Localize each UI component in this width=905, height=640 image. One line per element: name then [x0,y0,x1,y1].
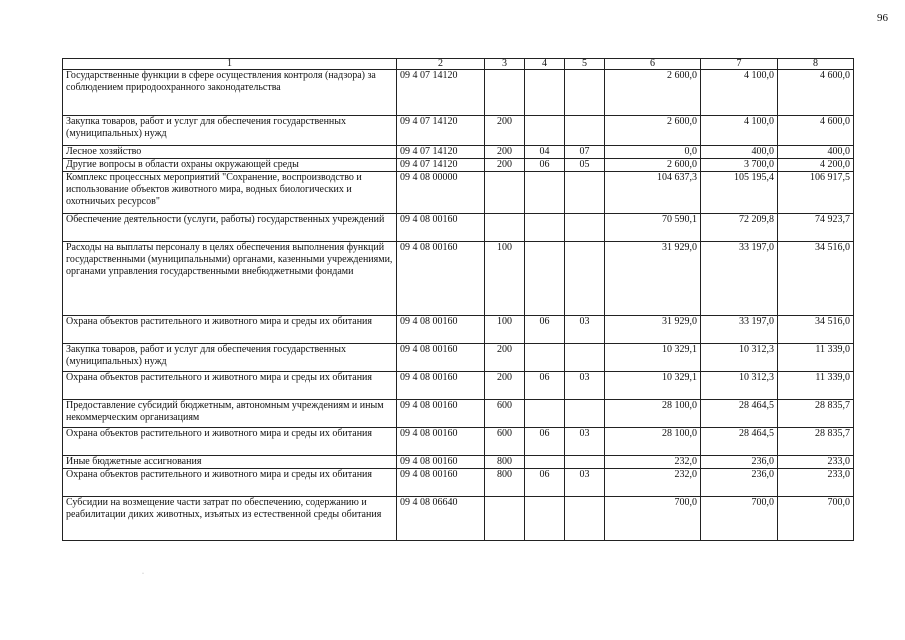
header-cell-1: 1 [63,59,397,70]
row-section: 06 [525,428,565,456]
header-cell-7: 7 [701,59,778,70]
table-row [63,497,854,541]
row-subsection [565,497,605,541]
row-section [525,456,565,469]
table-row [63,428,854,456]
row-value-col8: 233,0 [778,469,854,497]
row-subsection: 03 [565,372,605,400]
row-value-col6: 2 600,0 [605,159,701,172]
table-row [63,172,854,214]
row-name: Другие вопросы в области охраны окружающей среды [63,159,397,172]
table-row [63,316,854,344]
table-row [63,456,854,469]
row-value-col7: 28 464,5 [701,400,778,428]
row-name: Охрана объектов растительного и животного мира и среды их обитания [63,372,397,400]
row-value-col6: 31 929,0 [605,316,701,344]
row-name: Предоставление субсидий бюджетным, автономным учреждениям и иным некоммерческим организациям [63,400,397,428]
table-row [63,344,854,372]
row-code: 09 4 08 00160 [397,316,485,344]
row-expense-type [485,497,525,541]
row-name: Государственные функции в сфере осуществления контроля (надзора) за соблюдением природоохранного законодательства [63,70,397,116]
row-expense-type: 800 [485,456,525,469]
row-name: Субсидии на возмещение части затрат по обеспечению, содержанию и реабилитации диких животных, изъятых из естественной среды обитания [63,497,397,541]
row-value-col6: 0,0 [605,146,701,159]
row-expense-type [485,172,525,214]
row-code: 09 4 08 00160 [397,456,485,469]
row-section [525,344,565,372]
row-value-col8: 106 917,5 [778,172,854,214]
row-code: 09 4 07 14120 [397,159,485,172]
row-value-col6: 31 929,0 [605,242,701,316]
row-subsection: 03 [565,469,605,497]
table-row [63,242,854,316]
row-value-col6: 2 600,0 [605,70,701,116]
row-value-col8: 4 600,0 [778,116,854,146]
row-section [525,214,565,242]
table-header-row [63,59,854,70]
row-expense-type: 200 [485,116,525,146]
row-name: Закупка товаров, работ и услуг для обеспечения государственных (муниципальных) нужд [63,116,397,146]
row-expense-type: 100 [485,316,525,344]
row-code: 09 4 07 14120 [397,70,485,116]
row-subsection: 07 [565,146,605,159]
page-number: 96 [877,12,888,24]
row-name: Иные бюджетные ассигнования [63,456,397,469]
row-value-col6: 104 637,3 [605,172,701,214]
row-subsection: 03 [565,428,605,456]
row-subsection [565,242,605,316]
row-value-col6: 28 100,0 [605,428,701,456]
row-section: 06 [525,159,565,172]
row-subsection [565,400,605,428]
row-value-col7: 10 312,3 [701,344,778,372]
row-expense-type: 800 [485,469,525,497]
row-value-col8: 700,0 [778,497,854,541]
row-value-col6: 2 600,0 [605,116,701,146]
row-section [525,242,565,316]
row-code: 09 4 07 14120 [397,146,485,159]
row-value-col6: 10 329,1 [605,344,701,372]
row-expense-type: 200 [485,146,525,159]
row-value-col7: 33 197,0 [701,316,778,344]
row-value-col6: 700,0 [605,497,701,541]
row-code: 09 4 08 06640 [397,497,485,541]
row-code: 09 4 08 00000 [397,172,485,214]
row-expense-type [485,70,525,116]
row-section [525,116,565,146]
row-value-col7: 4 100,0 [701,70,778,116]
row-value-col8: 4 200,0 [778,159,854,172]
row-code: 09 4 08 00160 [397,344,485,372]
budget-table [62,58,854,541]
header-cell-5: 5 [565,59,605,70]
row-subsection [565,456,605,469]
row-value-col8: 74 923,7 [778,214,854,242]
header-cell-3: 3 [485,59,525,70]
row-section: 06 [525,469,565,497]
table-row [63,159,854,172]
row-value-col6: 70 590,1 [605,214,701,242]
row-section [525,497,565,541]
row-section: 06 [525,316,565,344]
row-expense-type: 600 [485,428,525,456]
row-subsection: 05 [565,159,605,172]
row-code: 09 4 08 00160 [397,428,485,456]
row-section [525,400,565,428]
row-value-col6: 28 100,0 [605,400,701,428]
row-name: Комплекс процессных мероприятий "Сохранение, воспроизводство и использование объектов животного мира, водных биологических и охотничьих ресурсов" [63,172,397,214]
row-expense-type: 200 [485,372,525,400]
header-cell-8: 8 [778,59,854,70]
row-value-col8: 11 339,0 [778,372,854,400]
row-subsection [565,172,605,214]
row-value-col7: 236,0 [701,456,778,469]
row-name: Обеспечение деятельности (услуги, работы) государственных учреждений [63,214,397,242]
row-subsection [565,70,605,116]
row-subsection [565,214,605,242]
row-value-col7: 72 209,8 [701,214,778,242]
table-row [63,70,854,116]
row-subsection [565,116,605,146]
row-code: 09 4 08 00160 [397,242,485,316]
header-cell-4: 4 [525,59,565,70]
header-cell-2: 2 [397,59,485,70]
table-row [63,214,854,242]
row-value-col7: 105 195,4 [701,172,778,214]
row-value-col6: 10 329,1 [605,372,701,400]
row-value-col8: 34 516,0 [778,316,854,344]
row-name: Расходы на выплаты персоналу в целях обеспечения выполнения функций государственными (муниципальными) органами, казенными учреждениями, органами управления государственными внебюджетными фондами [63,242,397,316]
row-section: 04 [525,146,565,159]
row-value-col6: 232,0 [605,456,701,469]
row-name: Охрана объектов растительного и животного мира и среды их обитания [63,428,397,456]
row-value-col8: 4 600,0 [778,70,854,116]
row-code: 09 4 07 14120 [397,116,485,146]
row-value-col8: 28 835,7 [778,428,854,456]
row-value-col7: 700,0 [701,497,778,541]
row-name: Охрана объектов растительного и животного мира и среды их обитания [63,316,397,344]
row-subsection [565,344,605,372]
row-section [525,172,565,214]
row-value-col8: 34 516,0 [778,242,854,316]
row-value-col7: 33 197,0 [701,242,778,316]
row-code: 09 4 08 00160 [397,400,485,428]
row-value-col8: 400,0 [778,146,854,159]
table-row [63,400,854,428]
row-expense-type: 100 [485,242,525,316]
footnote-mark: · [142,571,144,577]
table-row [63,116,854,146]
row-value-col7: 28 464,5 [701,428,778,456]
table-row [63,469,854,497]
header-cell-6: 6 [605,59,701,70]
row-expense-type: 600 [485,400,525,428]
row-value-col8: 11 339,0 [778,344,854,372]
row-code: 09 4 08 00160 [397,469,485,497]
table-row [63,146,854,159]
row-value-col8: 28 835,7 [778,400,854,428]
row-value-col7: 236,0 [701,469,778,497]
row-code: 09 4 08 00160 [397,372,485,400]
row-expense-type: 200 [485,159,525,172]
row-expense-type [485,214,525,242]
row-value-col8: 233,0 [778,456,854,469]
row-subsection: 03 [565,316,605,344]
row-name: Лесное хозяйство [63,146,397,159]
row-section [525,70,565,116]
row-value-col7: 4 100,0 [701,116,778,146]
row-value-col7: 10 312,3 [701,372,778,400]
row-code: 09 4 08 00160 [397,214,485,242]
row-value-col7: 3 700,0 [701,159,778,172]
row-value-col6: 232,0 [605,469,701,497]
row-name: Охрана объектов растительного и животного мира и среды их обитания [63,469,397,497]
row-name: Закупка товаров, работ и услуг для обеспечения государственных (муниципальных) нужд [63,344,397,372]
table-row [63,372,854,400]
row-value-col7: 400,0 [701,146,778,159]
row-section: 06 [525,372,565,400]
row-expense-type: 200 [485,344,525,372]
